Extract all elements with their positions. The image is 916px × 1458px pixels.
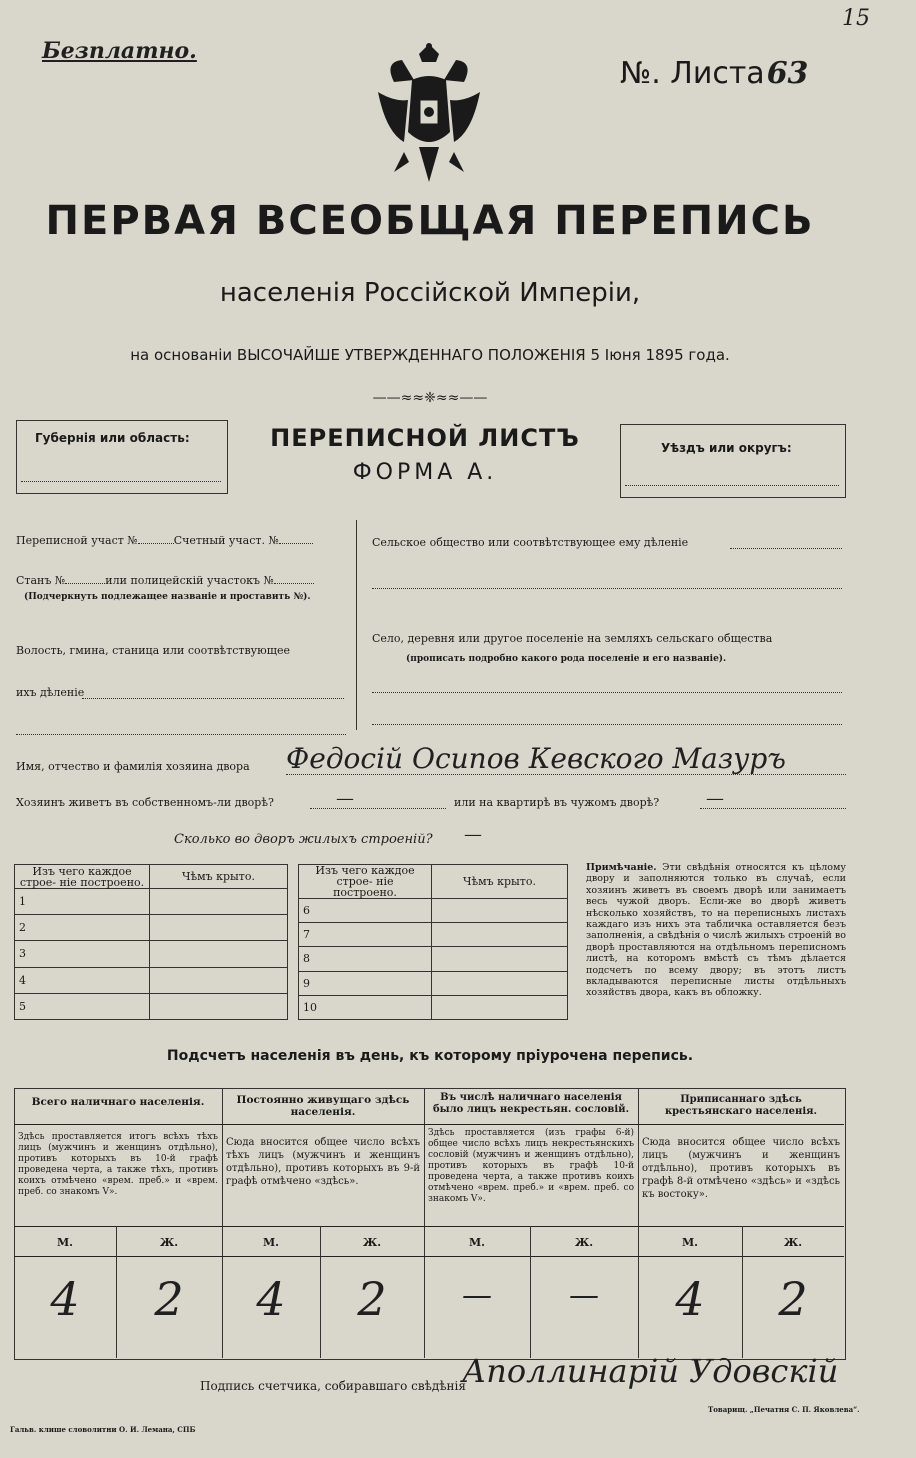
village-field: Село, деревня или другое поселеніе на земляхъ сельскаго общества	[372, 632, 773, 645]
pop-col-1-m-label: М.	[56, 1236, 73, 1249]
sheet-number-label: №. Листа	[620, 56, 765, 91]
building-row: 3	[15, 941, 150, 967]
pop-col-4-desc: Сюда вносится общее число всѣхъ лицъ (мужчинъ и женщинъ отдѣльно), противъ которыхъ въ графѣ 8-й отмѣчено «здѣсь» и «здѣсь къ востоку».	[642, 1137, 840, 1200]
owner-name-value: Федосій Осипов Кевского Мазуръ	[286, 742, 786, 775]
pop-col-4-header: Приписаннаго здѣсь крестьянскаго населенія.	[664, 1094, 818, 1117]
volost-division-field: ихъ дѣленіе	[16, 686, 85, 699]
stan-note: (Подчеркнуть подлежащее названіе и проставить №).	[24, 592, 311, 602]
own-yard-label: Хозяинъ живетъ въ собственномъ-ли дворѣ?	[16, 796, 274, 809]
pop-col-3-m-label: М.	[468, 1236, 485, 1249]
building-row: 7	[299, 923, 432, 947]
rural-society-field: Сельское общество или соотвѣтствующее ему дѣленіе	[372, 536, 689, 549]
pop-col-2-f-label: Ж.	[362, 1236, 382, 1249]
signature-label: Подпись счетчика, собиравшаго свѣдѣнія	[200, 1379, 466, 1393]
note-text: Эти свѣдѣнія относятся къ цѣлому двору и заполняются только въ случаѣ, если хозяинъ живетъ въ своемъ дворѣ или занимаетъ весь чужой дворъ. Если-же во дворѣ живетъ нѣсколько хозяйствъ, то на переписныхъ листахъ каждаго изъ нихъ эта табличка оставляется безъ заполненія, а свѣдѣнія о числѣ жилыхъ строеній во дворѣ проставляются на отдѣльномъ переписномъ листѣ, на которомъ вмѣстѣ съ тѣмъ дѣлается подсчетъ по всему двору; въ этотъ листъ вкладываются переписные листы отдѣльныхъ хозяйствъ двора, какъ въ обложку.	[586, 862, 846, 999]
uezd-box	[620, 424, 846, 498]
note-title: Примѣчаніе.	[586, 862, 657, 873]
pop-col-3-f-label: Ж.	[574, 1236, 594, 1249]
buildings-table-left: Изъ чего каждое строе- ніе построено. Чѣмъ крыто. 1 2 3 4 5	[14, 864, 288, 1020]
pop-col-3-header: Въ числѣ наличнаго населенія было лицъ некрестьян. сословій.	[432, 1092, 630, 1115]
pop-col-3-desc: Здѣсь проставляется (изъ графы 6-й) общее число всѣхъ лицъ некрестьянскихъ сословій (мужчинъ и женщинъ отдѣльно), противъ которыхъ въ графѣ 10-й проведена черта, а также противъ коихъ отмѣчено «врем. преб.» и «врем. преб. со знакомъ V».	[428, 1128, 634, 1204]
free-label: Безплатно.	[42, 38, 197, 64]
building-row: 2	[15, 915, 150, 941]
rented-yard-value: —	[706, 788, 724, 809]
building-row: 8	[299, 947, 432, 971]
volost-field: Волость, гмина, станица или соотвѣтствующее	[16, 644, 290, 657]
footer-right: Товарищ. „Печатня С. П. Яковлева“.	[708, 1405, 860, 1414]
building-row: 10	[299, 995, 432, 1019]
sheet-number	[620, 56, 808, 91]
collector-signature: Аполлинарій Удовскій	[462, 1352, 839, 1390]
pop-col-2-desc: Сюда вносится общее число всѣхъ тѣхъ лицъ (мужчинъ и женщинъ отдѣльно), противъ которыхъ въ 9-й графѣ отмѣчено «здѣсь».	[226, 1137, 420, 1187]
page-subtitle: населенія Россійской Имперіи,	[219, 278, 641, 308]
village-note: (прописать подробно какого рода поселеніе и его названіе).	[406, 654, 727, 664]
pop-col-2-header: Постоянно живущаго здѣсь населенія.	[236, 1094, 410, 1118]
pop-col-2-m-label: М.	[262, 1236, 279, 1249]
owner-name-label: Имя, отчество и фамилія хозяина двора	[16, 760, 250, 773]
form-title: ПЕРЕПИСНОЙ ЛИСТЪ	[270, 424, 580, 452]
buildings-count-value: —	[464, 824, 482, 845]
pop-col-1-m-value: 4	[50, 1272, 80, 1326]
buildings-count-label: Сколько во дворъ жилыхъ строеній?	[174, 832, 433, 847]
pop-col-1-desc: Здѣсь проставляется итогъ всѣхъ тѣхъ лицъ (мужчинъ и женщинъ отдѣльно), противъ которыхъ въ 10-й графѣ проведена черта, а также тѣхъ, противъ коихъ отмѣчено «врем. преб.» и «врем. преб. со знакомъ V».	[18, 1132, 218, 1197]
buildings-table-right: Изъ чего каждое строе- ніе построено. Чѣмъ крыто. 6 7 8 9 10	[298, 864, 568, 1020]
pop-col-1-f-value: 2	[154, 1272, 184, 1326]
page-title: ПЕРВАЯ ВСЕОБЩАЯ ПЕРЕПИСЬ	[45, 198, 815, 244]
pop-col-4-m-value: 4	[675, 1272, 705, 1326]
building-row: 1	[15, 889, 150, 915]
ornament: ——≈≈❈≈≈——	[372, 390, 488, 406]
pop-col-1-f-label: Ж.	[159, 1236, 179, 1249]
pop-col-4-m-label: М.	[681, 1236, 698, 1249]
building-row: 6	[299, 899, 432, 923]
note-block	[586, 862, 846, 999]
population-title: Подсчетъ населенія въ день, къ которому пріурочена перепись.	[166, 1048, 694, 1064]
pop-col-2-m-value: 4	[256, 1272, 286, 1326]
rented-yard-label: или на квартирѣ въ чужомъ дворѣ?	[454, 796, 660, 809]
gubernia-label: Губернія или область:	[35, 431, 190, 445]
building-row: 9	[299, 971, 432, 995]
pop-col-1-header: Всего наличнаго населенія.	[31, 1096, 205, 1108]
pop-col-4-f-label: Ж.	[783, 1236, 803, 1249]
building-row: 4	[15, 967, 150, 993]
pop-col-2-f-value: 2	[357, 1272, 387, 1326]
sheet-number-value: 63	[766, 56, 809, 91]
building-row: 5	[15, 993, 150, 1019]
gubernia-box	[16, 420, 228, 494]
corner-note: 15	[842, 6, 870, 31]
double-headed-eagle-emblem-icon	[374, 42, 484, 192]
census-district-field: Переписной участ № Счетный участ. №	[16, 534, 313, 547]
pop-col-4-f-value: 2	[778, 1272, 808, 1326]
own-yard-value: —	[336, 788, 354, 809]
legal-basis: на основаніи ВЫСОЧАЙШЕ УТВЕРЖДЕННАГО ПОЛОЖЕНІЯ 5 Іюня 1895 года.	[130, 346, 730, 364]
footer-left: Гальв. клише словолитни О. И. Лемана, СПБ	[10, 1425, 196, 1434]
form-letter: ФОРМА А.	[352, 460, 498, 485]
uezd-label: Уѣздъ или округъ:	[661, 441, 792, 455]
pop-col-3-m-value: —	[462, 1278, 492, 1313]
pop-col-3-f-value: —	[569, 1278, 599, 1313]
stan-field: Станъ № или полицейскій участокъ №	[16, 574, 314, 587]
